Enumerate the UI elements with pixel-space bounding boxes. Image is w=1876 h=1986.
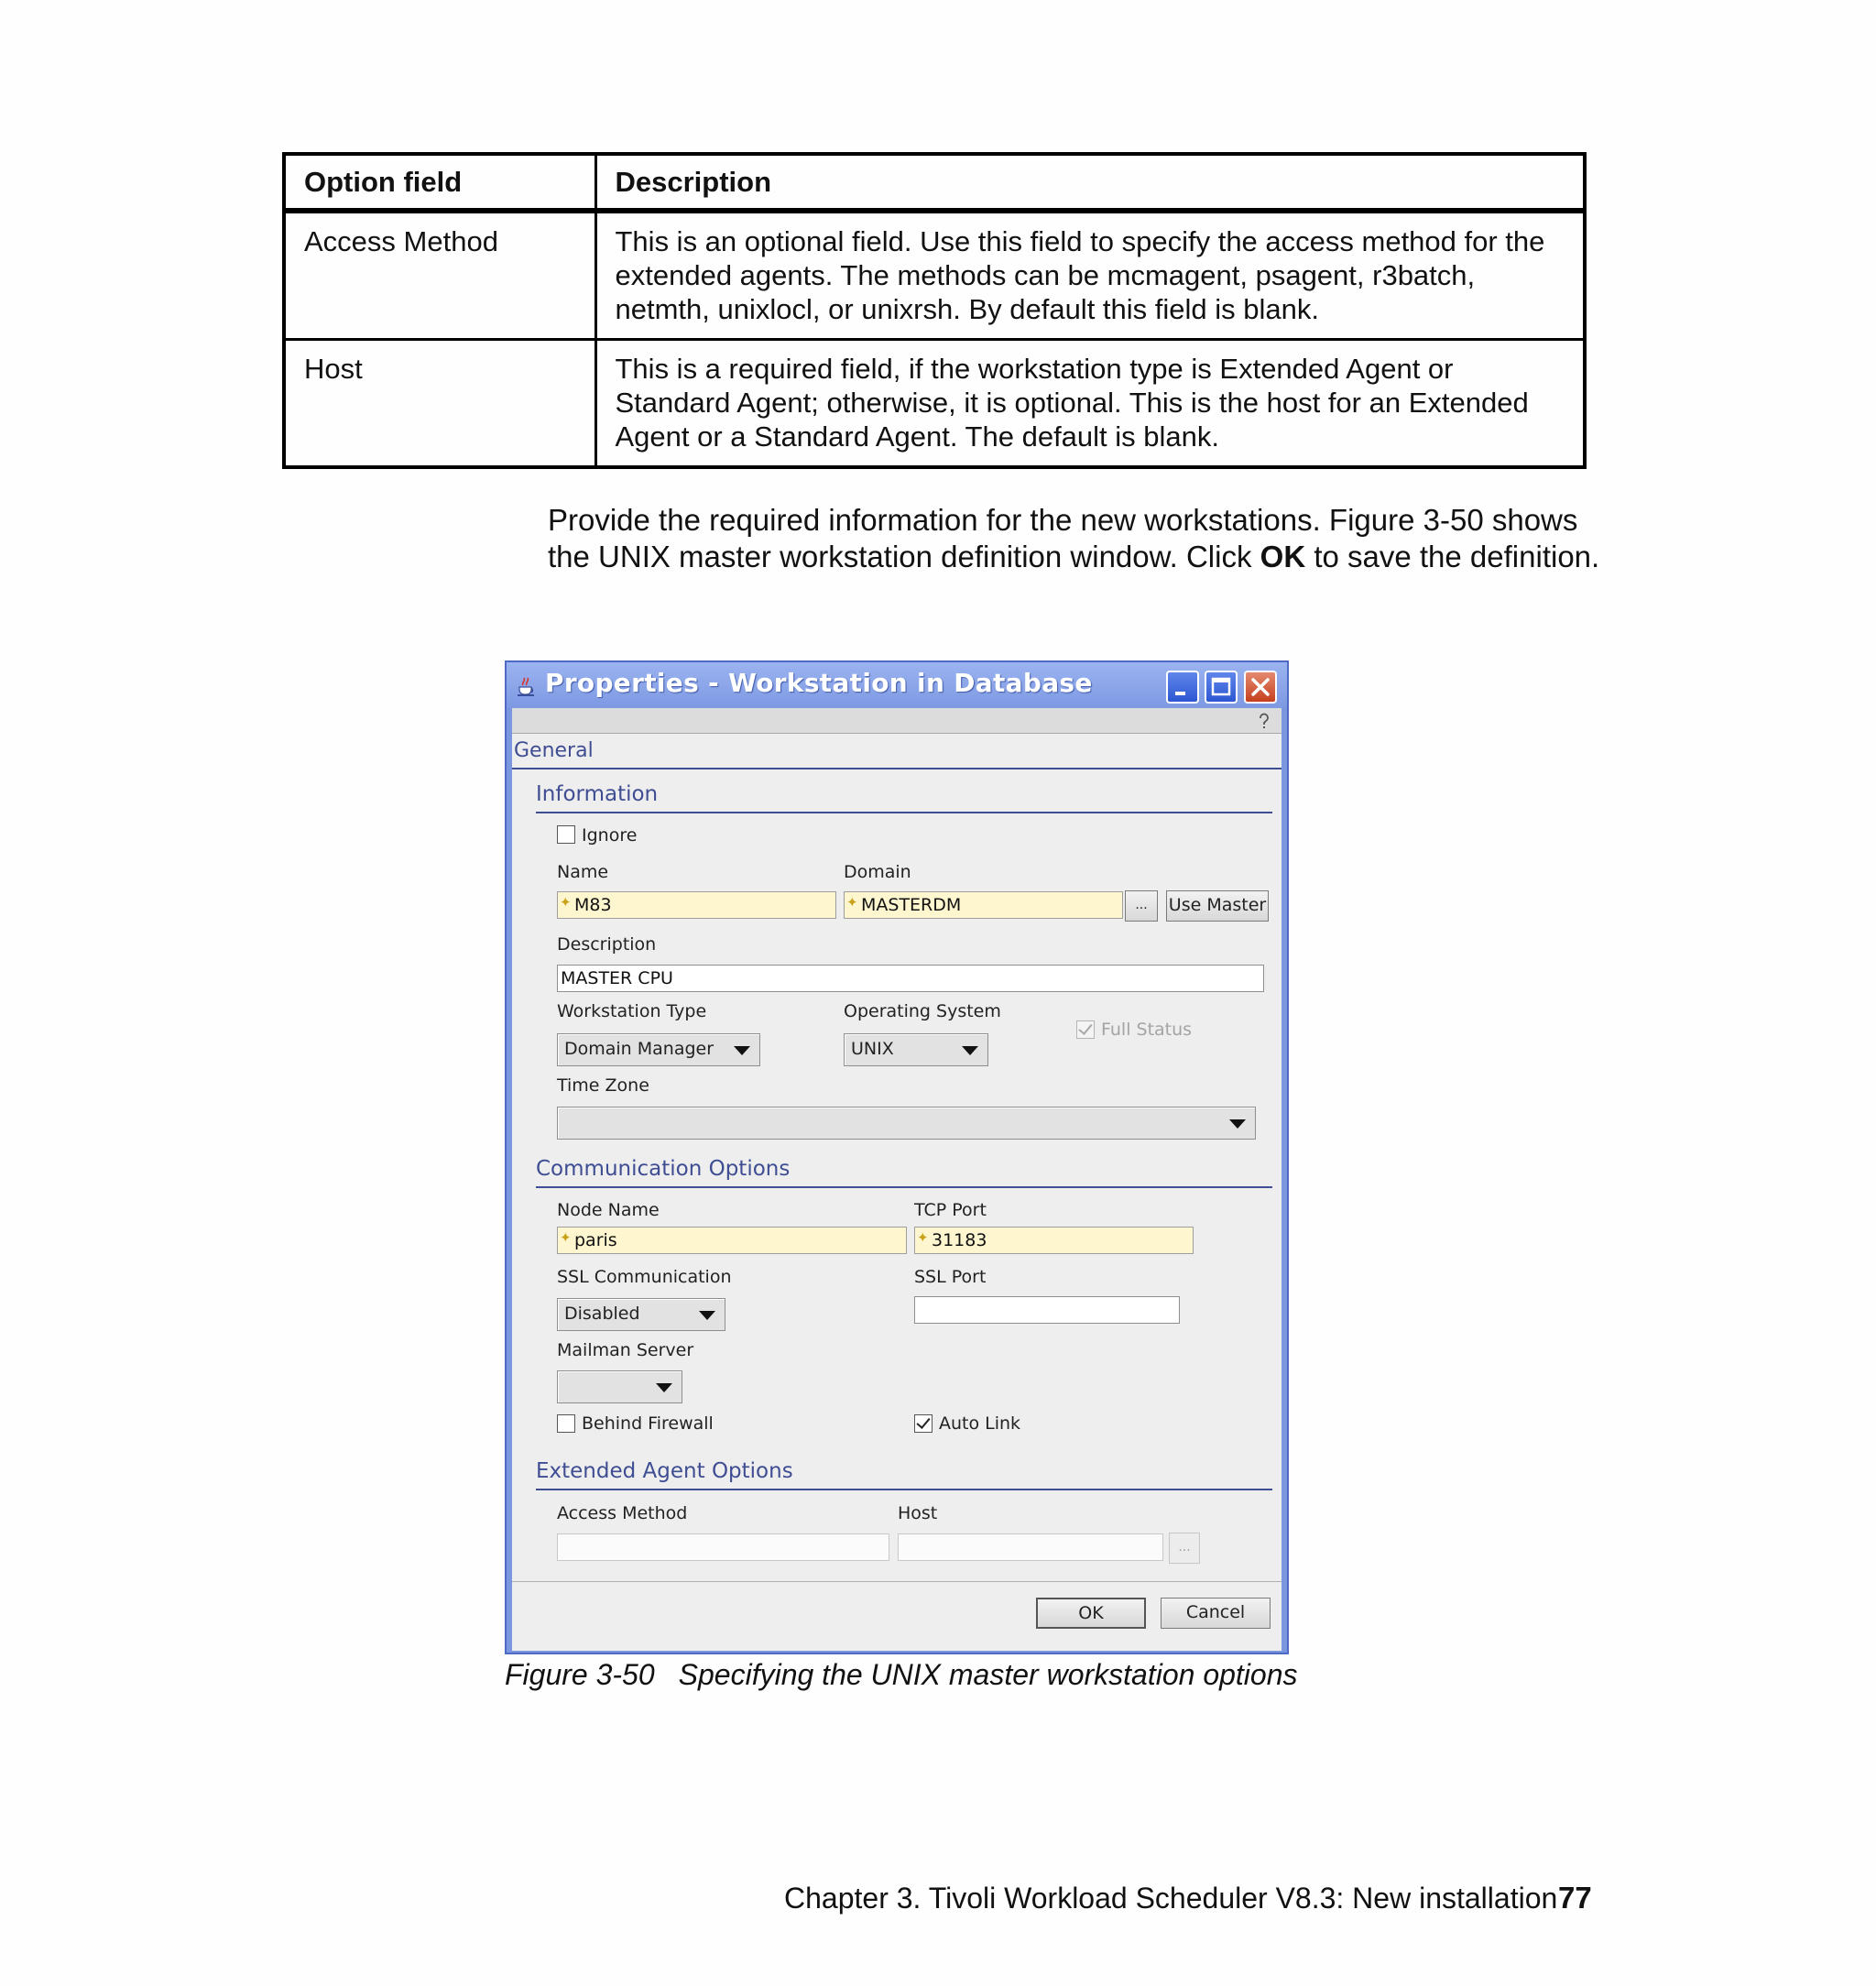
behind-firewall-checkbox[interactable] — [557, 1414, 575, 1433]
intro-ok-bold: OK — [1260, 540, 1306, 573]
dialog-titlebar[interactable] — [507, 662, 1287, 708]
close-button[interactable] — [1244, 671, 1277, 704]
auto-link-label: Auto Link — [939, 1413, 1021, 1434]
figure-caption-text: Specifying the UNIX master workstation options — [678, 1658, 1298, 1691]
page-number: 77 — [1558, 1881, 1592, 1915]
column-header-description: Description — [595, 154, 1585, 211]
full-status-checkbox[interactable] — [1076, 1020, 1095, 1039]
host-browse-button[interactable]: ... — [1169, 1533, 1200, 1564]
operating-system-label: Operating System — [844, 1001, 1001, 1021]
use-master-button[interactable]: Use Master — [1166, 890, 1269, 922]
workstation-type-select[interactable] — [557, 1033, 760, 1066]
close-icon — [1246, 672, 1275, 702]
access-method-field[interactable] — [557, 1533, 889, 1561]
ignore-label: Ignore — [582, 825, 638, 846]
buttons-divider — [512, 1581, 1282, 1582]
minimize-button[interactable] — [1166, 671, 1199, 704]
description-label: Description — [557, 934, 657, 955]
dialog-toolstrip — [512, 708, 1282, 734]
information-heading: Information — [536, 782, 659, 806]
table-cell-field: Access Method — [284, 211, 595, 340]
ssl-communication-select[interactable] — [557, 1298, 725, 1331]
domain-label: Domain — [844, 862, 911, 882]
node-name-value: paris — [574, 1230, 617, 1250]
ignore-checkbox[interactable] — [557, 825, 575, 844]
dropdown-arrow-icon — [962, 1046, 978, 1055]
ssl-communication-value: Disabled — [564, 1304, 640, 1324]
required-marker-icon: ✦ — [917, 1229, 929, 1246]
mailman-server-label: Mailman Server — [557, 1340, 694, 1360]
description-field[interactable]: MASTER CPU — [557, 965, 1264, 992]
general-divider — [512, 768, 1282, 769]
column-header-option-field: Option field — [284, 154, 595, 211]
dropdown-arrow-icon — [1229, 1119, 1246, 1129]
table-cell-description: This is a required field, if the workstation type is Extended Agent or Standard Agent; otherwise, it is optional. This is the host for an Extended Agent or a Standard Agent. The default is blank. — [595, 340, 1585, 468]
domain-value: MASTERDM — [861, 895, 962, 915]
tcp-port-label: TCP Port — [914, 1200, 987, 1220]
dialog-title: Properties - Workstation in Database — [545, 668, 1093, 698]
java-cup-icon — [516, 675, 538, 697]
cancel-button[interactable]: Cancel — [1161, 1598, 1271, 1629]
tcp-port-value: 31183 — [932, 1230, 987, 1250]
required-marker-icon: ✦ — [846, 894, 858, 911]
access-method-label: Access Method — [557, 1503, 688, 1523]
host-field[interactable] — [898, 1533, 1163, 1561]
table-row — [284, 211, 1585, 340]
name-field[interactable] — [557, 891, 836, 919]
workstation-type-value: Domain Manager — [564, 1039, 714, 1059]
required-marker-icon: ✦ — [560, 1229, 572, 1246]
minimize-icon — [1168, 672, 1197, 702]
maximize-icon — [1206, 672, 1236, 702]
ssl-port-label: SSL Port — [914, 1267, 987, 1287]
ok-button[interactable]: OK — [1036, 1598, 1146, 1629]
workstation-type-label: Workstation Type — [557, 1001, 707, 1021]
time-zone-select[interactable] — [557, 1107, 1256, 1140]
figure-number: Figure 3-50 — [505, 1658, 655, 1691]
general-tab-label[interactable]: General — [514, 739, 594, 762]
tcp-port-field[interactable] — [914, 1227, 1194, 1254]
full-status-label: Full Status — [1101, 1020, 1193, 1040]
table-row — [284, 340, 1585, 468]
node-name-field[interactable] — [557, 1227, 907, 1254]
domain-field[interactable] — [844, 891, 1123, 919]
auto-link-checkbox[interactable] — [914, 1414, 933, 1433]
dropdown-arrow-icon — [656, 1383, 672, 1392]
extended-divider — [536, 1489, 1272, 1490]
dropdown-arrow-icon — [734, 1046, 750, 1055]
maximize-button[interactable] — [1205, 671, 1238, 704]
node-name-label: Node Name — [557, 1200, 660, 1220]
intro-paragraph — [548, 502, 1601, 575]
host-label: Host — [898, 1503, 938, 1523]
domain-browse-button[interactable]: ... — [1125, 890, 1158, 922]
table-header-row — [284, 154, 1585, 211]
table-cell-description: This is an optional field. Use this field to specify the access method for the extended agents. The methods can be mcmagent, psagent, r3batch, netmth, unixlocl, or unixrsh. By default this field is blank. — [595, 211, 1585, 340]
operating-system-value: UNIX — [851, 1039, 894, 1059]
table-cell-field: Host — [284, 340, 595, 468]
name-value: M83 — [574, 895, 612, 915]
option-field-table — [282, 152, 1587, 469]
ssl-communication-label: SSL Communication — [557, 1267, 732, 1287]
intro-text-after: to save the definition. — [1305, 540, 1600, 573]
figure-caption — [505, 1658, 1298, 1692]
operating-system-select[interactable] — [844, 1033, 988, 1066]
information-divider — [536, 812, 1272, 813]
mailman-server-select[interactable] — [557, 1370, 682, 1403]
help-icon[interactable] — [1254, 711, 1274, 731]
properties-dialog — [505, 660, 1289, 1654]
extended-agent-options-heading: Extended Agent Options — [536, 1459, 793, 1483]
behind-firewall-label: Behind Firewall — [582, 1413, 714, 1434]
footer-chapter-title: Chapter 3. Tivoli Workload Scheduler V8.3: New installation — [784, 1882, 1558, 1915]
dialog-client-area — [512, 708, 1282, 1651]
intro-text-before: Provide the required information for the new workstations. Figure 3-50 shows the UNIX master workstation definition window. Click — [548, 503, 1578, 573]
required-marker-icon: ✦ — [560, 894, 572, 911]
dropdown-arrow-icon — [699, 1311, 715, 1320]
name-label: Name — [557, 862, 609, 882]
ssl-port-field[interactable] — [914, 1296, 1180, 1324]
communication-divider — [536, 1186, 1272, 1188]
time-zone-label: Time Zone — [557, 1075, 649, 1096]
communication-options-heading: Communication Options — [536, 1157, 791, 1181]
